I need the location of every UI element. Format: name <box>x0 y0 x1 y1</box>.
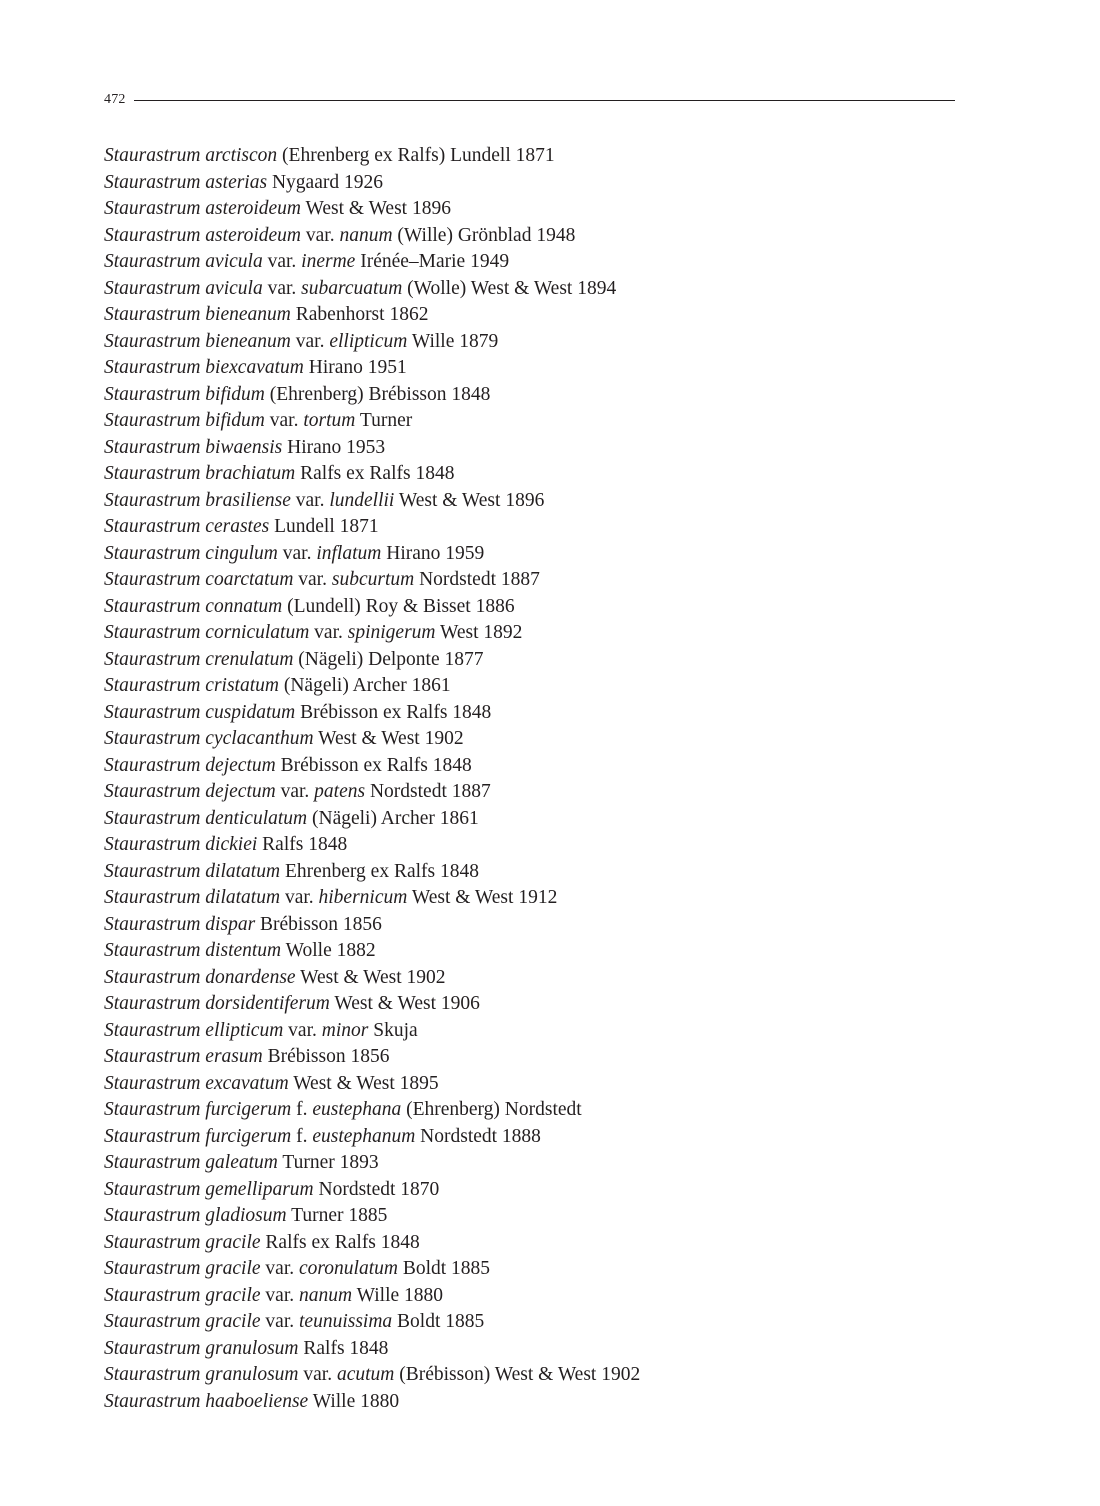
species-entry <box>104 700 1004 727</box>
authority-text: (Nägeli) Archer 1861 <box>278 675 451 696</box>
species-entry <box>104 1283 1004 1310</box>
taxon-name: Staurastrum cyclacanthum <box>104 728 314 749</box>
taxon-name: Staurastrum granulosum <box>104 1337 299 1359</box>
authority-text: Wille 1879 <box>407 330 499 352</box>
taxon-name: Staurastrum galeatum <box>104 1152 278 1173</box>
taxon-name: Staurastrum crenulatum <box>104 648 294 670</box>
authority-text: Hirano 1951 <box>303 357 407 378</box>
authority-text: Brébisson ex Ralfs 1848 <box>295 701 492 723</box>
species-entry <box>104 329 1004 356</box>
taxon-name: subarcuatum <box>301 277 403 299</box>
species-entry <box>104 1336 1004 1363</box>
taxon-name: Staurastrum ellipticum <box>104 1019 284 1041</box>
taxon-name: inerme <box>301 251 356 272</box>
taxon-name: Staurastrum denticulatum <box>104 807 308 829</box>
authority-text: Ralfs 1848 <box>257 834 348 855</box>
authority-text: (Ehrenberg ex Ralfs) Lundell 1871 <box>277 145 555 166</box>
authority-text: Nygaard 1926 <box>267 171 383 193</box>
authority-text: Wille 1880 <box>308 1390 400 1412</box>
taxon-name: minor <box>321 1019 369 1041</box>
species-entry <box>104 965 1004 992</box>
authority-text: var. <box>260 1284 299 1306</box>
authority-text: Boldt 1885 <box>397 1258 491 1279</box>
species-entry <box>104 1071 1004 1098</box>
taxon-name: Staurastrum dispar <box>104 913 256 935</box>
taxon-name: eustephanum <box>312 1125 416 1147</box>
taxon-name: Staurastrum haaboeliense <box>104 1390 309 1412</box>
authority-text: West & West 1912 <box>407 887 558 908</box>
species-list <box>104 143 1004 1415</box>
authority-text: var. <box>301 224 340 246</box>
taxon-name: Staurastrum bifidum <box>104 410 265 431</box>
authority-text: var. <box>283 1019 322 1041</box>
authority-text: var. <box>280 887 319 908</box>
authority-text: var. <box>290 330 330 352</box>
taxon-name: inflatum <box>316 542 382 564</box>
species-entry <box>104 1044 1004 1071</box>
taxon-name: Staurastrum cingulum <box>104 542 278 564</box>
authority-text: Skuja <box>368 1019 418 1041</box>
taxon-name: Staurastrum excavatum <box>104 1072 289 1094</box>
taxon-name: Staurastrum granulosum <box>104 1364 299 1385</box>
authority-text: Wille 1880 <box>352 1284 444 1306</box>
authority-text: Nordstedt 1887 <box>414 569 540 590</box>
taxon-name: Staurastrum dorsidentiferum <box>104 993 330 1014</box>
species-entry <box>104 541 1004 568</box>
taxon-name: Staurastrum gracile <box>104 1258 261 1279</box>
taxon-name: Staurastrum gladiosum <box>104 1205 287 1226</box>
taxon-name: Staurastrum gracile <box>104 1231 261 1253</box>
species-entry <box>104 435 1004 462</box>
authority-text: Brébisson ex Ralfs 1848 <box>275 754 472 776</box>
taxon-name: subcurtum <box>331 569 415 590</box>
authority-text: Rabenhorst 1862 <box>290 304 429 325</box>
taxon-name: Staurastrum avicula <box>104 251 263 272</box>
authority-text: Hirano 1953 <box>282 436 386 458</box>
taxon-name: Staurastrum avicula <box>104 277 263 299</box>
authority-text: var. <box>277 542 317 564</box>
taxon-name: Staurastrum furcigerum <box>104 1099 292 1120</box>
authority-text: West & West 1906 <box>329 993 480 1014</box>
taxon-name: Staurastrum dilatatum <box>104 887 281 908</box>
taxon-name: Staurastrum bieneanum <box>104 330 291 352</box>
taxon-name: hibernicum <box>318 887 408 908</box>
authority-text: var. <box>293 569 332 590</box>
authority-text: West & West 1902 <box>313 728 464 749</box>
authority-text: (Nägeli) Delponte 1877 <box>293 648 484 670</box>
species-entry <box>104 1230 1004 1257</box>
authority-text: Nordstedt 1887 <box>365 781 491 802</box>
authority-text: f. <box>291 1099 313 1120</box>
species-entry <box>104 355 1004 382</box>
authority-text: (Ehrenberg) Brébisson 1848 <box>264 383 491 405</box>
taxon-name: Staurastrum brachiatum <box>104 463 296 484</box>
taxon-name: Staurastrum biexcavatum <box>104 357 304 378</box>
taxon-name: Staurastrum furcigerum <box>104 1125 292 1147</box>
taxon-name: ellipticum <box>329 330 408 352</box>
authority-text: var. <box>262 251 302 272</box>
taxon-name: coronulatum <box>299 1258 398 1279</box>
authority-text: f. <box>291 1125 313 1147</box>
species-entry <box>104 408 1004 435</box>
authority-text: var. <box>309 622 348 643</box>
species-entry <box>104 461 1004 488</box>
taxon-name: Staurastrum bifidum <box>104 383 265 405</box>
authority-text: (Lundell) Roy & Bisset 1886 <box>282 595 515 617</box>
species-entry <box>104 647 1004 674</box>
species-entry <box>104 753 1004 780</box>
taxon-name: Staurastrum dejectum <box>104 781 276 802</box>
authority-text: var. <box>260 1311 299 1332</box>
species-entry <box>104 276 1004 303</box>
authority-text: Turner 1893 <box>277 1152 379 1173</box>
taxon-name: Staurastrum dilatatum <box>104 860 281 882</box>
species-entry <box>104 1150 1004 1177</box>
species-entry <box>104 1256 1004 1283</box>
taxon-name: Staurastrum asteroideum <box>104 224 301 246</box>
authority-text: Lundell 1871 <box>269 516 379 537</box>
authority-text: var. <box>262 277 302 299</box>
authority-text: var. <box>290 489 330 511</box>
species-entry <box>104 885 1004 912</box>
taxon-name: teunuissima <box>299 1311 393 1332</box>
taxon-name: Staurastrum gracile <box>104 1284 261 1306</box>
authority-text: Brébisson 1856 <box>255 913 382 935</box>
taxon-name: spinigerum <box>347 622 436 643</box>
taxon-name: tortum <box>303 410 356 431</box>
authority-text: West & West 1895 <box>288 1072 439 1094</box>
authority-text: var. <box>264 410 304 431</box>
species-entry <box>104 567 1004 594</box>
species-entry <box>104 382 1004 409</box>
taxon-name: Staurastrum cerastes <box>104 516 270 537</box>
taxon-name: Staurastrum gemelliparum <box>104 1178 314 1200</box>
authority-text: (Brébisson) West & West 1902 <box>394 1364 641 1385</box>
authority-text: Ralfs ex Ralfs 1848 <box>260 1231 420 1253</box>
page-number: 472 <box>104 92 126 107</box>
species-entry <box>104 143 1004 170</box>
taxon-name: Staurastrum distentum <box>104 940 282 961</box>
taxon-name: eustephana <box>312 1099 402 1120</box>
species-entry <box>104 1203 1004 1230</box>
authority-text: Turner <box>355 410 413 431</box>
authority-text: West & West 1902 <box>295 966 446 988</box>
taxon-name: Staurastrum gracile <box>104 1311 261 1332</box>
species-entry <box>104 806 1004 833</box>
species-entry <box>104 620 1004 647</box>
authority-text: Irénée–Marie 1949 <box>355 251 510 272</box>
taxon-name: Staurastrum connatum <box>104 595 283 617</box>
authority-text: (Wille) Grönblad 1948 <box>392 224 576 246</box>
taxon-name: nanum <box>299 1284 353 1306</box>
authority-text: West & West 1896 <box>301 198 451 219</box>
authority-text: Brébisson 1856 <box>262 1046 390 1067</box>
authority-text: var. <box>298 1364 337 1385</box>
taxon-name: Staurastrum dejectum <box>104 754 276 776</box>
taxon-name: lundellii <box>329 489 395 511</box>
species-entry <box>104 832 1004 859</box>
taxon-name: Staurastrum donardense <box>104 966 296 988</box>
taxon-name: Staurastrum asteroideum <box>104 198 301 219</box>
authority-text: (Wolle) West & West 1894 <box>402 277 617 299</box>
species-entry <box>104 673 1004 700</box>
authority-text: Hirano 1959 <box>381 542 485 564</box>
header-rule <box>134 100 955 101</box>
authority-text: Nordstedt 1870 <box>313 1178 440 1200</box>
taxon-name: Staurastrum erasum <box>104 1046 263 1067</box>
species-entry <box>104 196 1004 223</box>
authority-text: (Ehrenberg) Nordstedt <box>401 1099 582 1120</box>
species-entry <box>104 1018 1004 1045</box>
species-entry <box>104 1362 1004 1389</box>
species-entry <box>104 1097 1004 1124</box>
taxon-name: Staurastrum bieneanum <box>104 304 291 325</box>
taxon-name: Staurastrum arctiscon <box>104 145 278 166</box>
authority-text: Wolle 1882 <box>281 940 376 961</box>
species-entry <box>104 991 1004 1018</box>
authority-text: Nordstedt 1888 <box>415 1125 541 1147</box>
taxon-name: acutum <box>336 1364 395 1385</box>
species-entry <box>104 726 1004 753</box>
authority-text: West & West 1896 <box>394 489 545 511</box>
species-entry <box>104 488 1004 515</box>
species-entry <box>104 912 1004 939</box>
taxon-name: Staurastrum cuspidatum <box>104 701 296 723</box>
authority-text: Ralfs ex Ralfs 1848 <box>295 463 455 484</box>
species-entry <box>104 779 1004 806</box>
authority-text: Boldt 1885 <box>392 1311 485 1332</box>
species-entry <box>104 249 1004 276</box>
taxon-name: Staurastrum corniculatum <box>104 622 310 643</box>
taxon-name: patens <box>314 781 366 802</box>
taxon-name: Staurastrum asterias <box>104 171 268 193</box>
taxon-name: Staurastrum cristatum <box>104 675 279 696</box>
authority-text: Turner 1885 <box>286 1205 388 1226</box>
authority-text: var. <box>275 781 315 802</box>
species-entry <box>104 514 1004 541</box>
species-entry <box>104 170 1004 197</box>
species-entry <box>104 859 1004 886</box>
species-entry <box>104 1389 1004 1416</box>
page-header <box>104 89 955 111</box>
authority-text: West 1892 <box>435 622 523 643</box>
authority-text: var. <box>260 1258 299 1279</box>
authority-text: (Nägeli) Archer 1861 <box>307 807 479 829</box>
taxon-name: Staurastrum dickiei <box>104 834 258 855</box>
taxon-name: Staurastrum brasiliense <box>104 489 291 511</box>
species-entry <box>104 1177 1004 1204</box>
species-entry <box>104 223 1004 250</box>
species-entry <box>104 302 1004 329</box>
species-entry <box>104 594 1004 621</box>
species-entry <box>104 1309 1004 1336</box>
taxon-name: Staurastrum coarctatum <box>104 569 294 590</box>
taxon-name: nanum <box>339 224 393 246</box>
authority-text: Ralfs 1848 <box>298 1337 389 1359</box>
taxon-name: Staurastrum biwaensis <box>104 436 283 458</box>
species-entry <box>104 1124 1004 1151</box>
species-entry <box>104 938 1004 965</box>
authority-text: Ehrenberg ex Ralfs 1848 <box>280 860 479 882</box>
